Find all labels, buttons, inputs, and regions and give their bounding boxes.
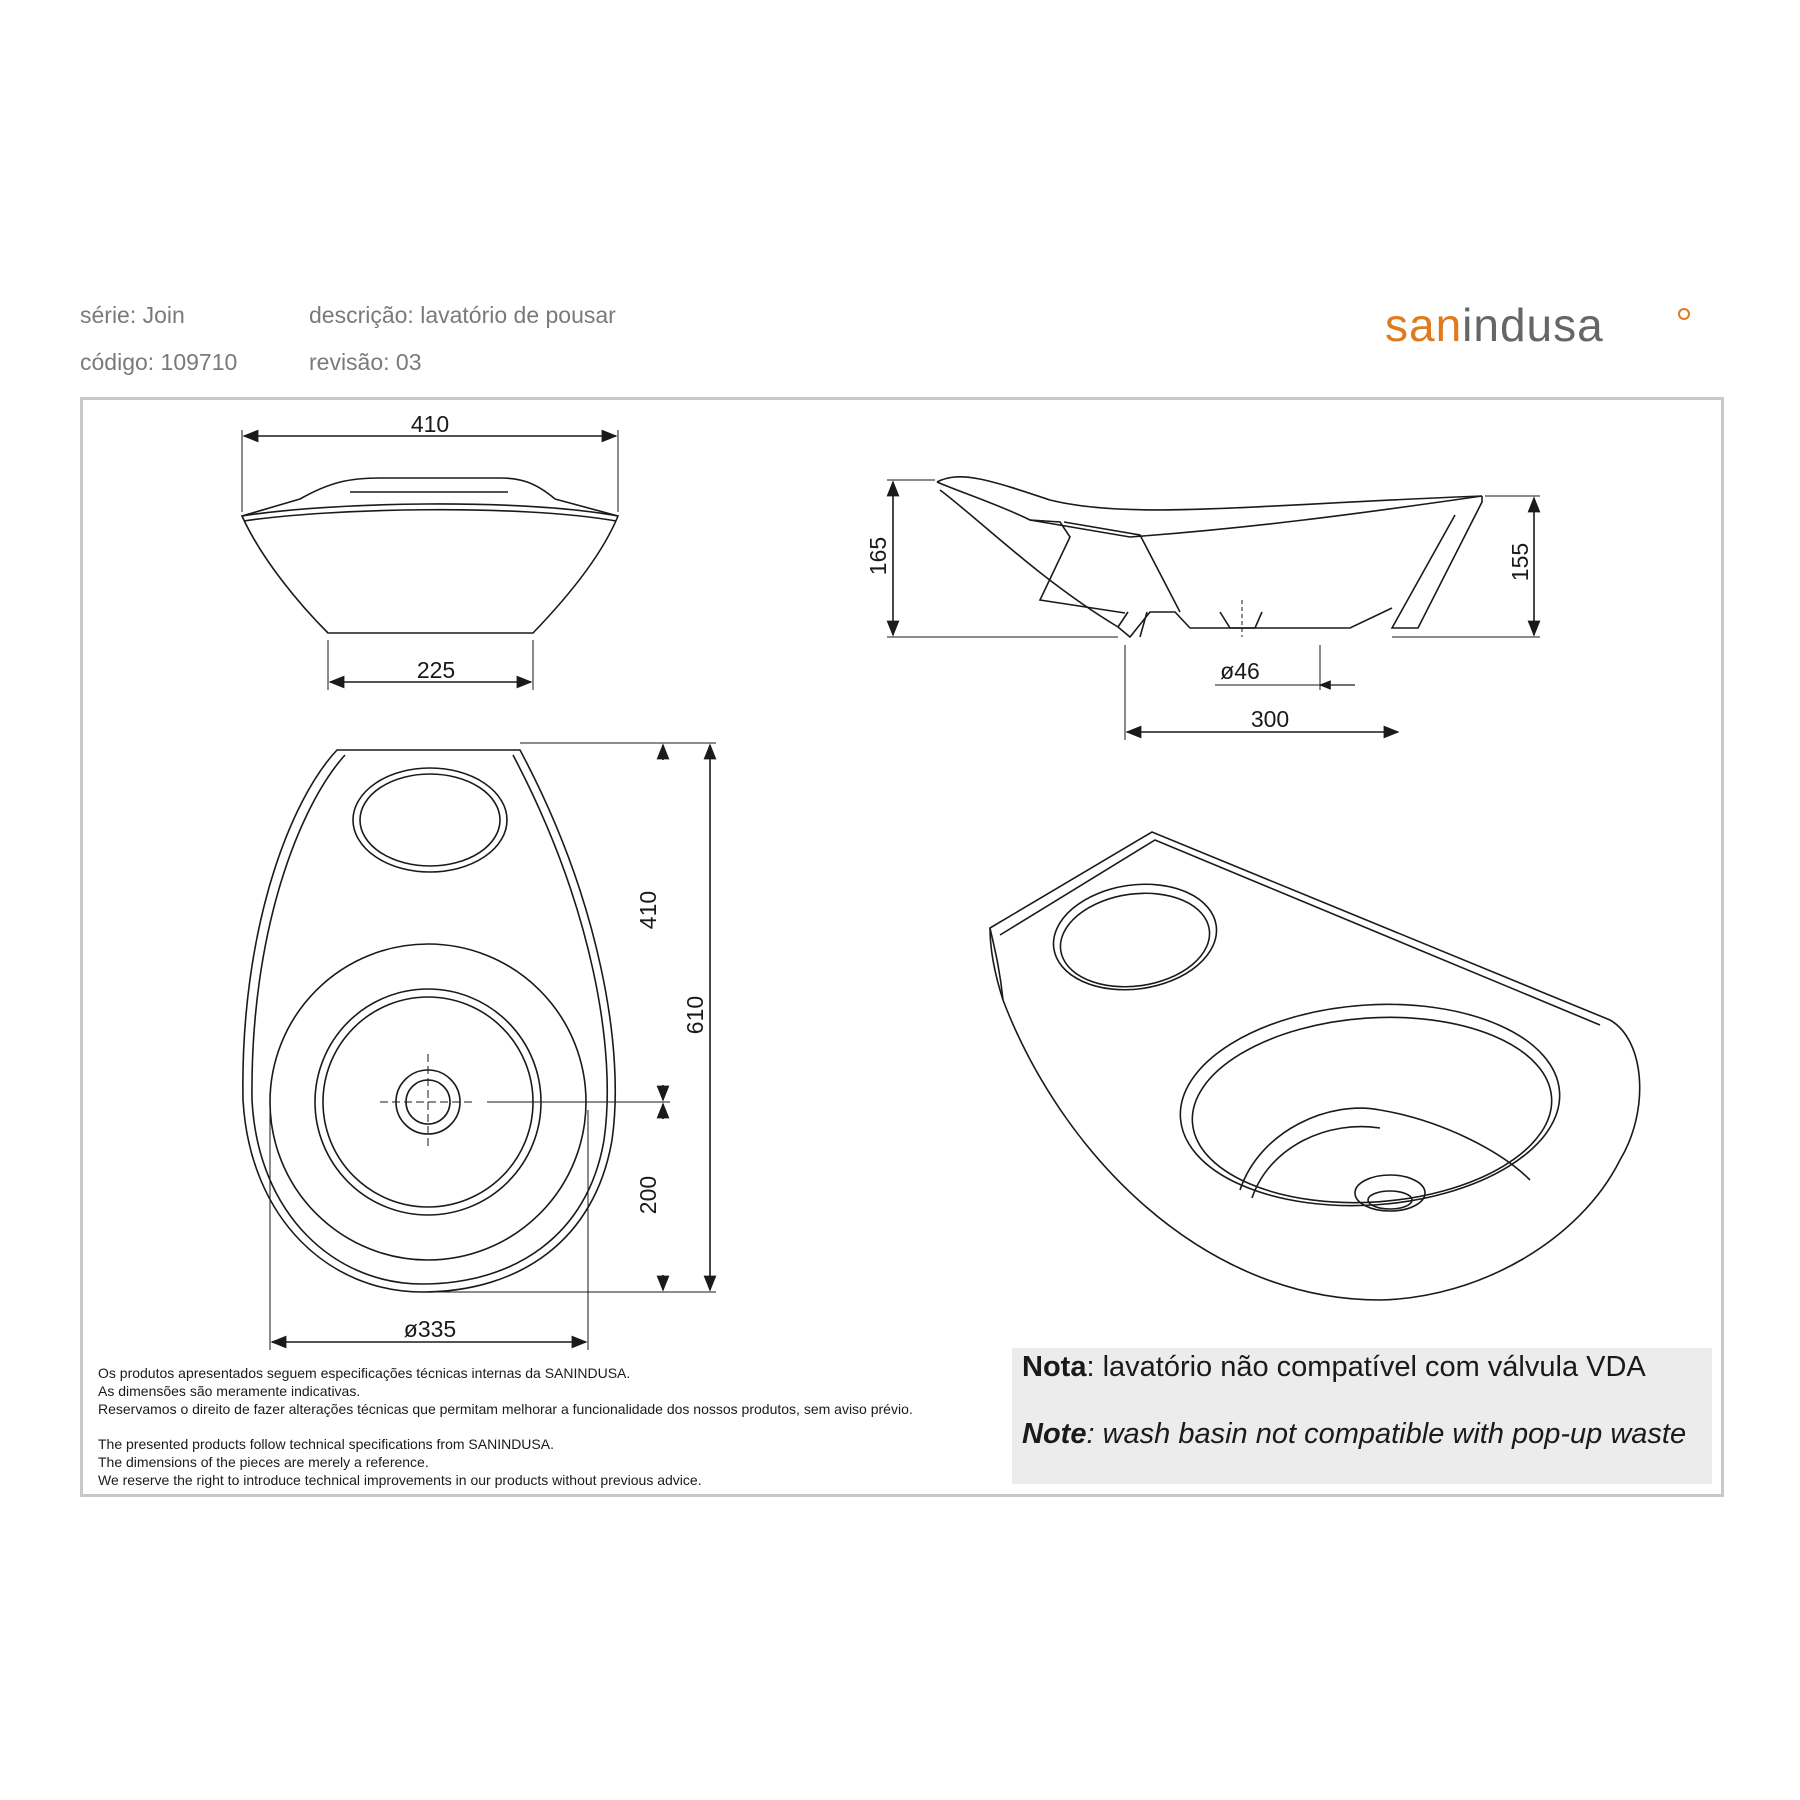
dim-label-length-upper: 410	[635, 890, 661, 930]
dim-label-bowl-diameter: ø335	[403, 1316, 457, 1342]
disclaimer-pt-3: Reservamos o direito de fazer alterações técnicas que permitam melhorar a funcionalidade dos nossos produtos, sem aviso prévio.	[98, 1401, 913, 1417]
dim-label-bottom-width: 225	[416, 657, 456, 683]
dim-bowl-diameter	[270, 1110, 588, 1350]
disclaimer-pt-1: Os produtos apresentados seguem especificações técnicas internas da SANINDUSA.	[98, 1365, 631, 1381]
dim-label-drain: ø46	[1220, 658, 1260, 684]
logo-part-san: san	[1385, 299, 1463, 351]
dim-label-length-total: 610	[682, 995, 708, 1035]
front-view	[242, 478, 618, 633]
side-view	[937, 477, 1482, 637]
note-en-text: : wash basin not compatible with pop-up waste	[1086, 1418, 1687, 1450]
note-pt-text: : lavatório não compatível com válvula VDA	[1086, 1351, 1646, 1383]
dim-label-length-lower: 200	[635, 1175, 661, 1215]
dim-label-height-left: 165	[865, 536, 891, 576]
disclaimer-en-1: The presented products follow technical specifications from SANINDUSA.	[98, 1436, 554, 1452]
dim-label-top-width: 410	[410, 411, 450, 437]
logo-part-indusa: indusa	[1462, 299, 1604, 351]
note-en-label: Note	[1022, 1418, 1087, 1450]
dim-plan-lengths	[430, 743, 716, 1292]
revisao-label: revisão: 03	[309, 349, 422, 375]
plan-view	[243, 750, 670, 1292]
descricao-label: descrição: lavatório de pousar	[309, 302, 616, 328]
dim-label-height-right: 155	[1507, 542, 1533, 582]
dim-height-left	[887, 480, 1118, 637]
note-en	[1022, 1418, 1702, 1451]
serie-label: série: Join	[80, 302, 185, 328]
disclaimer-pt-2: As dimensões são meramente indicativas.	[98, 1383, 361, 1399]
dim-label-drain-offset: 300	[1250, 706, 1290, 732]
codigo-label: código: 109710	[80, 349, 238, 375]
note-pt	[1022, 1351, 1646, 1384]
disclaimer-en-3: We reserve the right to introduce technical improvements in our products without previous advice.	[98, 1472, 702, 1488]
perspective-view	[990, 832, 1640, 1300]
note-pt-label: Nota	[1022, 1351, 1087, 1383]
disclaimer-en-2: The dimensions of the pieces are merely a reference.	[98, 1454, 429, 1470]
